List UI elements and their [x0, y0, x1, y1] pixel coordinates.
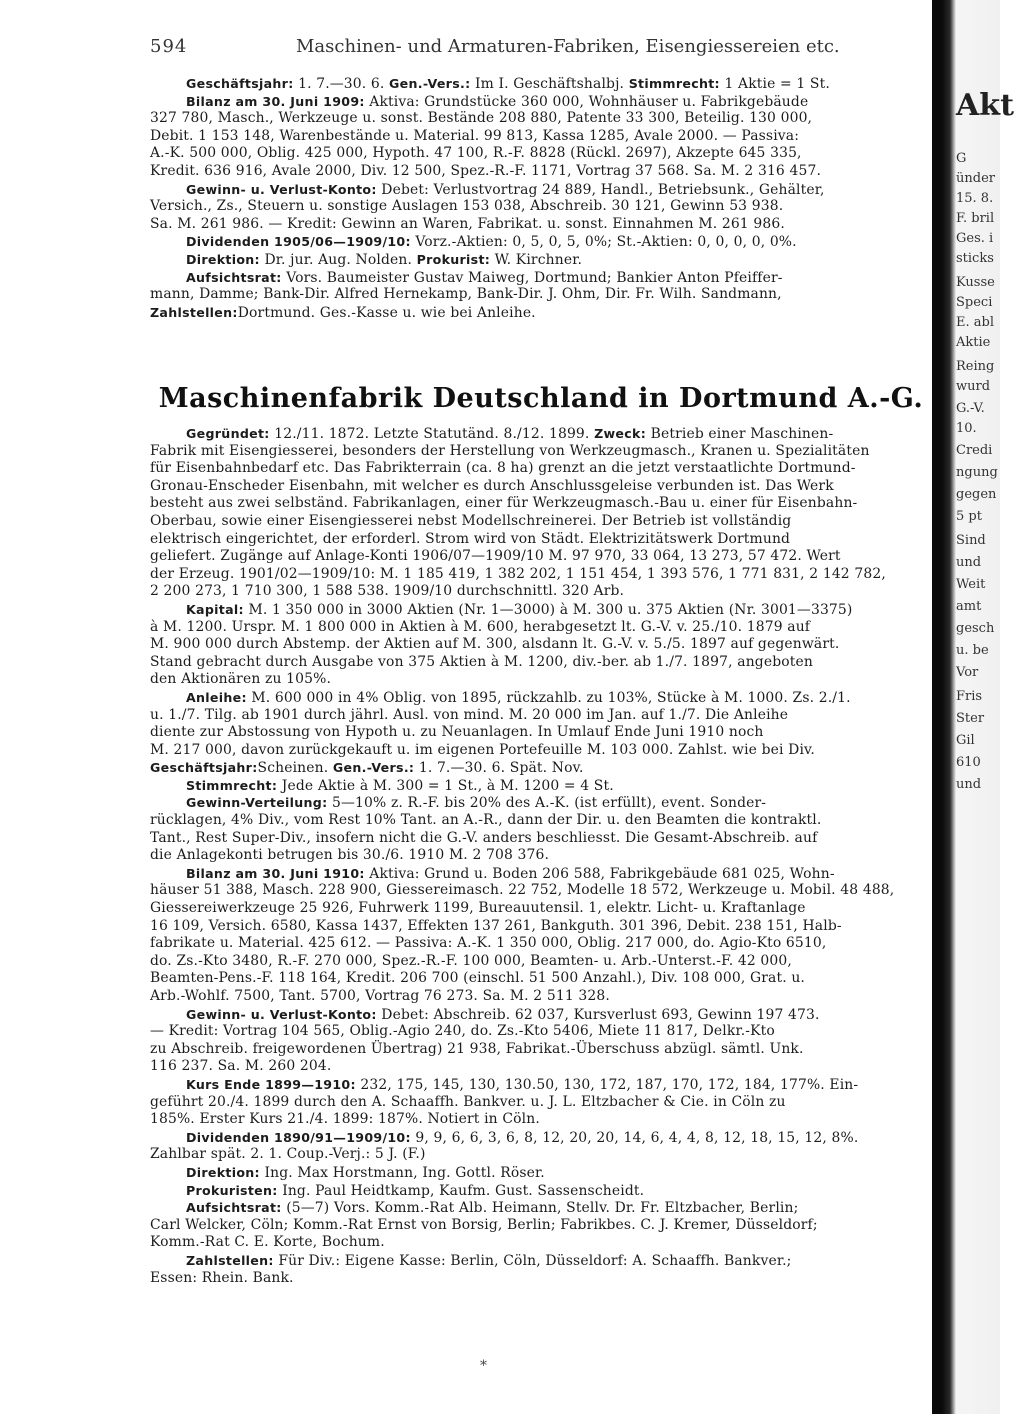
field-text: Vorz.-Aktien: 0, 5, 0, 5, 0%; St.-Aktien: 0, 0, 0, 0, 0%.: [410, 234, 797, 251]
field-label: Zahlstellen:: [186, 1252, 274, 1268]
field-label: Gen.-Vers.:: [389, 76, 471, 91]
field-label: Zahlstellen:: [150, 304, 238, 320]
adjacent-page-edge: [956, 0, 1000, 1414]
adjacent-page-fragment: und: [956, 555, 982, 570]
text-line: [150, 1252, 932, 1270]
field-text: Vors. Baumeister Gustav Maiweg, Dortmund; Bankier Anton Pfeiffer-: [281, 269, 783, 286]
field-label: Dividenden 1905/06—1909/10:: [186, 234, 411, 250]
field-text: Komm.-Rat C. E. Korte, Bochum.: [150, 1234, 385, 1251]
field-text: M. 900 000 durch Abstemp. der Aktien auf M. 300, alsdann lt. G.-V. v. 5./5. 1897 auf gegenwärt.: [150, 636, 840, 653]
field-text: für Eisenbahnbedarf etc. Das Fabrikterrain (ca. 8 ha) grenzt an die jetzt verstaatlichte Dortmund-: [150, 460, 856, 477]
field-text: geliefert. Zugänge auf Anlage-Konti 1906/07—1909/10 M. 97 970, 33 064, 13 273, 57 472. Wert: [150, 548, 841, 565]
text-line: [150, 75, 932, 93]
text-line: [150, 671, 932, 689]
text-line: [150, 1111, 932, 1129]
text-line: [150, 1199, 932, 1217]
adjacent-page-heading-fragment: Akt: [956, 88, 1014, 123]
field-text: do. Zs.-Kto 3480, R.-F. 270 000, Spez.-R.-F. 100 000, Beamten- u. Arb.-Unterst.-F. 42 000,: [150, 952, 792, 969]
text-line: [150, 1094, 932, 1112]
field-label: Gewinn- u. Verlust-Konto:: [186, 1006, 377, 1022]
text-line: [150, 830, 932, 848]
text-line: [150, 269, 932, 287]
text-line: [150, 251, 932, 269]
end-mark: *: [480, 1358, 487, 1374]
adjacent-page-fragment: Ges. i: [956, 231, 994, 246]
field-text: Scheinen.: [257, 760, 333, 777]
running-header: [150, 36, 930, 62]
field-label: Direktion:: [186, 1164, 260, 1180]
text-line: [150, 128, 932, 146]
field-text: 2 200 273, 1 710 300, 1 588 538. 1909/10 durchschnittl. 320 Arb.: [150, 583, 625, 600]
field-text: Essen: Rhein. Bank.: [150, 1269, 294, 1286]
text-line: [150, 233, 932, 251]
text-line: [150, 742, 932, 760]
field-label: Gegründet:: [186, 426, 270, 441]
text-line: [150, 970, 932, 988]
text-line: [150, 1041, 932, 1059]
field-text: Ing. Max Horstmann, Ing. Gottl. Röser.: [259, 1164, 545, 1181]
field-label: Geschäftsjahr:: [150, 760, 258, 776]
field-text: 1. 7.—30. 6.: [414, 760, 510, 777]
text-line: [150, 1023, 932, 1041]
field-label: Gewinn- u. Verlust-Konto:: [186, 181, 377, 197]
text-line: [150, 900, 932, 918]
text-line: [150, 513, 932, 531]
field-text: geführt 20./4. 1899 durch den A. Schaaffh. Bankver. u. J. L. Eltzbacher & Cie. in Cöln zu: [150, 1093, 786, 1110]
field-text: besteht aus zwei selbständ. Fabrikanlagen, einer für Werkzeugmasch.-Bau u. einer für Eisenbahn-: [150, 495, 858, 512]
text-line: [150, 163, 932, 181]
field-text: Debet: Verlustvortrag 24 889, Handl., Betriebsunk., Gehälter,: [376, 181, 825, 198]
text-line: [150, 1234, 932, 1252]
text-line: [150, 443, 932, 461]
adjacent-page-fragment: 5 pt: [956, 509, 982, 524]
field-label: Dividenden 1890/91—1909/10:: [186, 1129, 411, 1145]
adjacent-page-fragment: Reing: [956, 359, 995, 374]
field-text: u. 1./7. Tilg. ab 1901 durch jährl. Ausl. von mind. M. 20 000 im Jan. auf 1./7. Die Anleihe: [150, 706, 789, 723]
field-text: — Kredit: Vortrag 104 565, Oblig.-Agio 240, do. Zs.-Kto 5406, Miete 11 817, Delkr.-Kto: [150, 1023, 775, 1040]
adjacent-page-fragment: wurd: [956, 379, 991, 394]
field-text: A.-K. 500 000, Oblig. 425 000, Hypoth. 47 100, R.-F. 8828 (Rückl. 2697), Akzepte 645 335,: [150, 145, 802, 162]
field-text: Kredit. 636 916, Avale 2000, Div. 12 500, Spez.-R.-F. 1171, Vortrag 37 568. Sa. M. 2 316 457.: [150, 162, 822, 179]
text-line: [150, 1129, 932, 1147]
running-head-title: Maschinen- und Armaturen-Fabriken, Eisengiessereien etc.: [296, 36, 840, 57]
page-body: [150, 75, 932, 1395]
text-line: [150, 1164, 932, 1182]
previous-company-entry: [150, 75, 932, 321]
field-label: Aufsichtsrat:: [186, 269, 282, 285]
field-text: à M. 1200. Urspr. M. 1 800 000 in Aktien à M. 600, herabgesetzt lt. G.-V. v. 25./10. 1879 auf: [150, 618, 811, 635]
text-line: [150, 495, 932, 513]
text-line: [150, 759, 932, 777]
text-line: [150, 93, 932, 111]
field-text: 12./11. 1872. Letzte Statutänd. 8./12. 1899.: [269, 426, 595, 442]
text-line: [150, 1182, 932, 1200]
text-line: [150, 110, 932, 128]
field-label: Prokuristen:: [186, 1182, 278, 1198]
text-line: [150, 181, 932, 199]
field-text: Aktiva: Grund u. Boden 206 588, Fabrikgebäude 681 025, Wohn-: [364, 865, 835, 882]
field-label: Bilanz am 30. Juni 1910:: [186, 865, 365, 881]
field-text: Für Div.: Eigene Kasse: Berlin, Cöln, Düsseldorf: A. Schaaffh. Bankver.;: [273, 1252, 792, 1269]
text-line: [150, 847, 932, 865]
text-line: [150, 601, 932, 619]
text-line: [150, 794, 932, 812]
field-text: Carl Welcker, Cöln; Komm.-Rat Ernst von Borsig, Berlin; Fabrikbes. C. J. Kremer, Düsseldorf;: [150, 1216, 818, 1233]
field-label: Gewinn-Verteilung:: [186, 795, 328, 811]
field-text: diente zur Abstossung von Hypoth u. zu Neuanlagen. In Umlauf Ende Juni 1910 noch: [150, 724, 764, 741]
field-text: häuser 51 388, Masch. 228 900, Giessereimasch. 22 752, Modelle 18 572, Werkzeuge u. Mobil. 48 488,: [150, 882, 895, 899]
field-text: 16 109, Versich. 6580, Kassa 1437, Effekten 137 261, Bankguth. 301 396, Debit. 238 151, Halb-: [150, 917, 842, 934]
adjacent-page-fragment: und: [956, 777, 982, 792]
field-text: Tant., Rest Super-Div., insofern nicht die G.-V. anders beschliesst. Die Gesamt-Abschreib. auf: [150, 829, 818, 846]
field-label: Stimmrecht:: [186, 777, 278, 793]
field-text: Gronau-Enscheder Eisenbahn, mit welcher es durch Anschlussgeleise verbunden ist. Das Werk: [150, 477, 834, 494]
field-text: 1. 7.—30. 6.: [293, 76, 390, 92]
page-number: 594: [150, 36, 188, 57]
text-line: [150, 198, 932, 216]
adjacent-page-fragment: Gil: [956, 733, 975, 748]
field-text: 232, 175, 145, 130, 130.50, 130, 172, 187, 170, 172, 184, 177%. Ein-: [355, 1076, 859, 1093]
text-line: [150, 724, 932, 742]
field-text: Beamten-Pens.-F. 118 164, Kredit. 206 700 (einschl. 51 500 Anzahl.), Div. 108 000, Grat. u.: [150, 970, 805, 987]
adjacent-page-fragment: u. be: [956, 643, 989, 658]
field-label: Aufsichtsrat:: [186, 1200, 282, 1216]
field-text: 5—10% z. R.-F. bis 20% des A.-K. (ist erfüllt), event. Sonder-: [327, 795, 767, 812]
adjacent-page-fragment: amt: [956, 599, 982, 614]
text-line: [150, 777, 932, 795]
text-line: [150, 865, 932, 883]
company-title: Maschinenfabrik Deutschland in Dortmund A.-G.: [158, 383, 924, 414]
text-line: [150, 1270, 932, 1288]
adjacent-page-fragment: Kusse: [956, 275, 995, 290]
field-text: Ges.-Kasse u. wie bei Anleihe.: [319, 304, 536, 321]
text-line: [150, 988, 932, 1006]
adjacent-page-fragment: G.-V.: [956, 401, 985, 416]
field-label: Gen.-Vers.:: [332, 760, 415, 776]
text-line: [150, 654, 932, 672]
field-text: Versich., Zs., Steuern u. sonstige Auslagen 153 038, Abschreib. 30 121, Gewinn 53 938.: [150, 198, 784, 215]
text-line: [150, 689, 932, 707]
adjacent-page-fragment: Vor: [956, 665, 979, 680]
field-text: Zahlbar spät. 2. 1. Coup.-Verj.: 5 J. (F.): [150, 1146, 426, 1163]
field-text: M. 600 000 in 4% Oblig. von 1895, rückzahlb. zu 103%, Stücke à M. 1000. Zs. 2./1.: [246, 689, 851, 706]
field-label: Kurs Ende 1899—1910:: [186, 1076, 356, 1092]
text-line: [150, 707, 932, 725]
adjacent-page-fragment: Speci: [956, 295, 993, 310]
field-text: W. Kirchner.: [490, 251, 583, 268]
adjacent-page-fragment: Ster: [956, 711, 985, 726]
field-text: 1 Aktie = 1 St.: [719, 76, 830, 92]
field-text: Betrieb einer Maschinen-: [646, 426, 834, 442]
field-text: 327 780, Masch., Werkzeuge u. sonst. Bestände 208 880, Patente 33 300, Beteilig. 130 000,: [150, 110, 813, 127]
field-text: Im I. Geschäftshalbj.: [470, 76, 629, 92]
field-text: 185%. Erster Kurs 21./4. 1899: 187%. Notiert in Cöln.: [150, 1111, 540, 1128]
adjacent-page-fragment: F. bril: [956, 211, 995, 226]
field-label: Stimmrecht:: [628, 76, 720, 91]
text-line: [150, 548, 932, 566]
text-line: [150, 531, 932, 549]
field-text: 9, 9, 6, 6, 3, 6, 8, 12, 20, 20, 14, 6, 4, 4, 8, 12, 18, 15, 12, 8%.: [410, 1129, 859, 1146]
main-company-entry: [150, 425, 932, 1287]
text-line: [150, 460, 932, 478]
text-line: [150, 935, 932, 953]
adjacent-page-fragment: G: [956, 151, 967, 166]
adjacent-page-fragment: Weit: [956, 577, 986, 592]
field-text: 116 237. Sa. M. 260 204.: [150, 1058, 332, 1075]
field-text: Giessereiwerkzeuge 25 926, Fuhrwerk 1199, Bureauutensil. 1, elektr. Licht- u. Kraftanlage: [150, 900, 806, 917]
text-line: [150, 918, 932, 936]
text-line: [150, 216, 932, 234]
adjacent-page-fragment: 610: [956, 755, 981, 770]
adjacent-page-fragment: Aktie: [956, 335, 991, 350]
field-text: elektrisch eingerichtet, der erforderl. Strom wird von Städt. Elektrizitätswerk Dortmund: [150, 530, 791, 547]
field-text: Dortmund.: [237, 304, 320, 321]
adjacent-page-fragment: ünder: [956, 171, 995, 186]
adjacent-page-fragment: E. abl: [956, 315, 994, 330]
adjacent-page-fragment: Credi: [956, 443, 993, 458]
text-line: [150, 286, 932, 304]
field-text: M. 1 350 000 in 3000 Aktien (Nr. 1—3000) à M. 300 u. 375 Aktien (Nr. 3001—3375): [243, 601, 853, 618]
adjacent-page-fragment: 15. 8.: [956, 191, 994, 206]
text-line: [150, 478, 932, 496]
field-text: Arb.-Wohlf. 7500, Tant. 5700, Vortrag 76 273. Sa. M. 2 511 328.: [150, 988, 610, 1004]
field-text: Dr. jur. Aug. Nolden.: [259, 251, 417, 268]
text-line: [150, 145, 932, 163]
adjacent-page-fragment: gesch: [956, 621, 995, 636]
text-line: [150, 619, 932, 637]
field-text: (5—7) Vors. Komm.-Rat Alb. Heimann, Stellv. Dr. Fr. Eltzbacher, Berlin;: [281, 1200, 799, 1217]
text-line: [150, 583, 932, 601]
field-label: Direktion:: [186, 251, 260, 267]
field-text: Stand gebracht durch Ausgabe von 375 Aktien à M. 1200, div.-ber. ab 1./7. 1897, angeboten: [150, 653, 813, 670]
field-text: Debet: Abschreib. 62 037, Kursverlust 693, Gewinn 197 473.: [376, 1006, 820, 1023]
field-text: Fabrik mit Eisengiesserei, besonders der Herstellung von Werkzeugmasch., Kranen u. Spezialitäten: [150, 442, 870, 459]
adjacent-page-fragment: Sind: [956, 533, 986, 548]
text-line: [150, 1058, 932, 1076]
field-text: die Anlagekonti betrugen bis 30./6. 1910 M. 2 708 376.: [150, 847, 550, 864]
field-text: der Erzeug. 1901/02—1909/10: M. 1 185 419, 1 382 202, 1 151 454, 1 393 576, 1 771 831, 2 142 782,: [150, 565, 886, 582]
field-label: Anleihe:: [186, 689, 247, 705]
field-text: den Aktionären zu 105%.: [150, 671, 332, 688]
adjacent-page-fragment: sticks: [956, 251, 994, 266]
field-label: Zweck:: [594, 426, 647, 441]
field-text: Debit. 1 153 148, Warenbestände u. Material. 99 813, Kassa 1285, Avale 2000. — Passiva:: [150, 127, 800, 144]
text-line: [150, 566, 932, 584]
field-text: Ing. Paul Heidtkamp, Kaufm. Gust. Sassenscheidt.: [277, 1182, 645, 1199]
text-line: [150, 1217, 932, 1235]
field-text: fabrikate u. Material. 425 612. — Passiva: A.-K. 1 350 000, Oblig. 217 000, do. Agio-Kto 6510,: [150, 935, 827, 952]
field-label: Bilanz am 30. Juni 1909:: [186, 93, 365, 109]
text-line: [150, 1076, 932, 1094]
field-text: mann, Damme; Bank-Dir. Alfred Hernekamp, Bank-Dir. J. Ohm, Dir. Fr. Wilh. Sandmann,: [150, 286, 782, 303]
text-line: [150, 636, 932, 654]
text-line: [150, 304, 932, 322]
field-text: Sa. M. 261 986. — Kredit: Gewinn an Waren, Fabrikat. u. sonst. Einnahmen M. 261 986.: [150, 215, 785, 232]
text-line: [150, 953, 932, 971]
adjacent-page-fragment: ngung: [956, 465, 998, 480]
field-text: rücklagen, 4% Div., vom Rest 10% Tant. an A.-R., dann der Dir. u. den Beamten die kontraktl.: [150, 812, 822, 829]
text-line: [150, 1006, 932, 1024]
adjacent-page-fragment: 10.: [956, 421, 977, 436]
text-line: [150, 1146, 932, 1164]
adjacent-page-fragment: Fris: [956, 689, 983, 704]
text-line: [150, 425, 932, 443]
field-text: Spät. Nov.: [509, 760, 584, 777]
field-text: zu Abschreib. freigewordenen Übertrag) 21 938, Fabrikat.-Überschuss abzügl. sämtl. Unk.: [150, 1040, 804, 1057]
field-text: Jede Aktie à M. 300 = 1 St., à M. 1200 = 4 St.: [277, 777, 614, 794]
field-label: Prokurist:: [416, 251, 491, 267]
text-line: [150, 882, 932, 900]
field-text: Oberbau, sowie einer Eisengiesserei nebst Modellschreinerei. Der Betrieb ist vollständig: [150, 512, 792, 529]
field-label: Kapital:: [186, 601, 244, 617]
field-label: Geschäftsjahr:: [186, 76, 294, 91]
adjacent-page-fragment: gegen: [956, 487, 997, 502]
field-text: M. 217 000, davon zurückgekauft u. im eigenen Portefeuille M. 103 000. Zahlst. wie bei Div.: [150, 741, 815, 758]
text-line: [150, 812, 932, 830]
field-text: Aktiva: Grundstücke 360 000, Wohnhäuser u. Fabrikgebäude: [364, 93, 809, 110]
